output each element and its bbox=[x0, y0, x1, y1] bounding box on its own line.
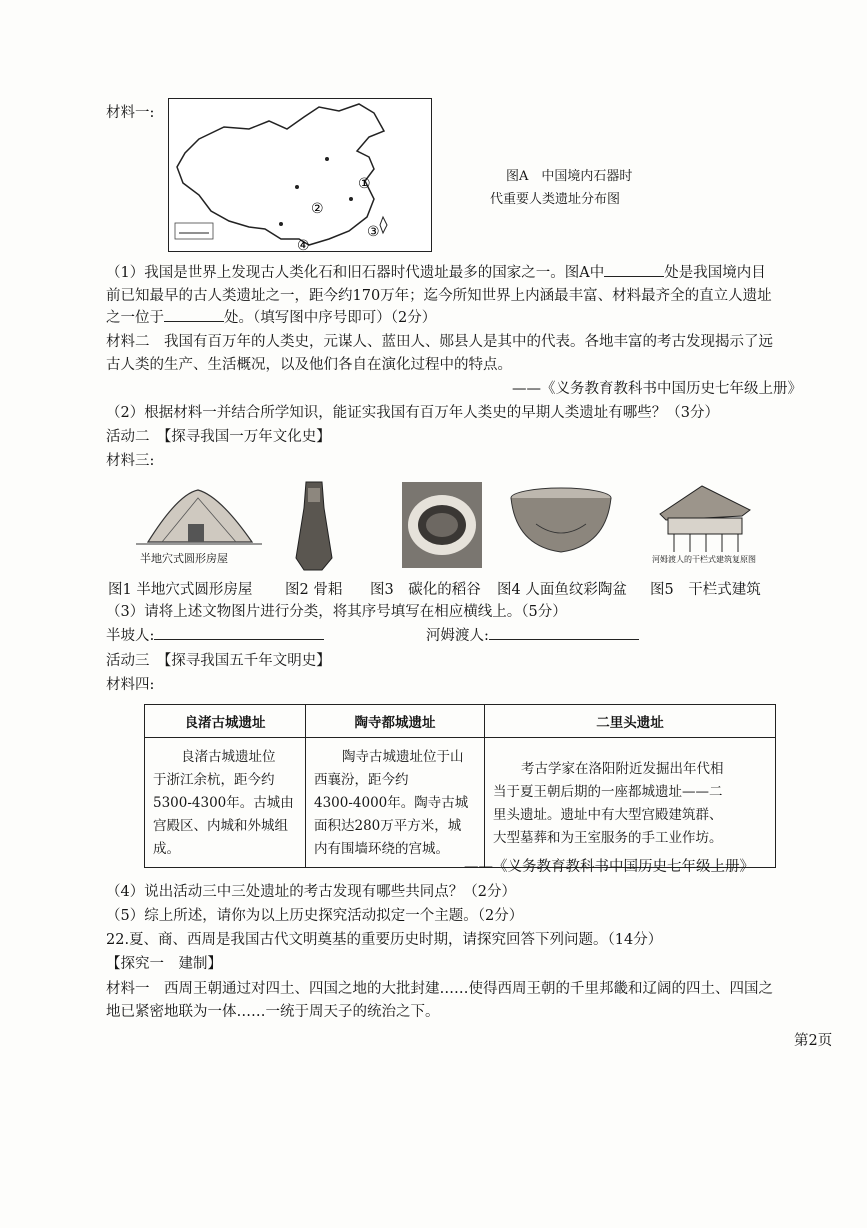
cell-liangzhu: 良渚古城遗址位 于浙江余杭，距今约 5300-4300年。古城由 宫殿区、内城和外城组 成。 bbox=[145, 738, 306, 868]
q1-text-c: 之一位于 bbox=[106, 310, 164, 326]
q5-text: （5）综上所述，请你为以上历史探究活动拟定一个主题。（2分） bbox=[106, 908, 524, 924]
hemudu-label: 河姆渡人: bbox=[426, 628, 489, 644]
marker-1: ① bbox=[358, 176, 371, 192]
fig1-inner-caption: 半地穴式圆形房屋 bbox=[140, 552, 228, 565]
q3-text: （3）请将上述文物图片进行分类，将其序号填写在相应横线上。（5分） bbox=[106, 604, 567, 620]
fig2-bone-spade-image bbox=[286, 478, 342, 574]
fig3-rice-image bbox=[402, 482, 482, 568]
banpo-label: 半坡人: bbox=[106, 628, 155, 644]
q1-blank-1[interactable] bbox=[604, 261, 664, 277]
fig3-caption: 图3 碳化的稻谷 bbox=[370, 582, 481, 598]
china-map-figure bbox=[168, 98, 432, 252]
fig5-caption: 图5 干栏式建筑 bbox=[650, 582, 761, 598]
table-row bbox=[145, 738, 776, 868]
q3-banpo-row bbox=[106, 624, 324, 645]
material-1-label: 材料一: bbox=[106, 105, 155, 121]
fig4-caption: 图4 人面鱼纹彩陶盆 bbox=[497, 582, 627, 598]
fig1-house-image bbox=[128, 484, 268, 572]
scale-bar-box bbox=[175, 223, 213, 239]
activity-3-title: 活动三 【探寻我国五千年文明史】 bbox=[106, 653, 331, 669]
sites-table bbox=[144, 704, 776, 868]
material-2-line-2: 古人类的生产、生活概况，以及他们各自在演化过程中的特点。 bbox=[106, 357, 512, 373]
fig5-stilt-house-image bbox=[652, 480, 758, 570]
material-last-line-2: 地已紧密地联为一体……一统于周天子的统治之下。 bbox=[106, 1004, 440, 1020]
activity-2-title: 活动二 【探寻我国一万年文化史】 bbox=[106, 429, 331, 445]
marker-4: ④ bbox=[297, 238, 310, 251]
q4-text: （4）说出活动三中三处遗址的考古发现有哪些共同点？（2分） bbox=[106, 884, 516, 900]
header-erlitou: 二里头遗址 bbox=[485, 705, 776, 738]
q1-line-2: 前已知最早的古人类遗址之一，距今约170万年；迄今所知世界上内涵最丰富、材料最齐全的直立人遗址 bbox=[106, 288, 772, 304]
fig4-pottery-basin-image bbox=[506, 484, 616, 558]
fig2-caption: 图2 骨耜 bbox=[285, 582, 343, 598]
header-liangzhu: 良渚古城遗址 bbox=[145, 705, 306, 738]
material-last-line-1: 材料一 西周王朝通过对四土、四国之地的大批封建……使得西周王朝的千里邦畿和辽阔的四土、四国之 bbox=[106, 981, 773, 997]
fig1-caption: 图1 半地穴式圆形房屋 bbox=[108, 582, 253, 598]
cell-taosi: 陶寺古城遗址位于山 西襄汾，距今约 4300-4000年。陶寺古城 面积达280万平方米，城 内有围墙环绕的宫城。 bbox=[306, 738, 485, 868]
cell-erlitou: 考古学家在洛阳附近发掘出年代相 当于夏王朝后期的一座都城遗址——二 里头遗址。遗址中有大型宫殿建筑群、 大型墓葬和为王室服务的手工业作坊。 bbox=[485, 738, 776, 868]
marker-3: ③ bbox=[367, 224, 380, 240]
hemudu-answer-blank[interactable] bbox=[489, 624, 639, 640]
material-2-source: ——《义务教育教科书中国历史七年级上册》 bbox=[512, 381, 802, 397]
page-number: 第2页 bbox=[794, 1033, 833, 1049]
table-source: ——《义务教育教科书中国历史七年级上册》 bbox=[464, 859, 754, 875]
q2-text: （2）根据材料一并结合所学知识，能证实我国有百万年人类史的早期人类遗址有哪些？（3分） bbox=[106, 405, 719, 421]
material-3-label: 材料三: bbox=[106, 453, 155, 469]
material-2-line-1: 材料二 我国有百万年的人类史，元谋人、蓝田人、郧县人是其中的代表。各地丰富的考古发现揭示了远 bbox=[106, 334, 773, 350]
china-map-svg bbox=[169, 99, 431, 251]
marker-2: ② bbox=[311, 201, 324, 217]
banpo-answer-blank[interactable] bbox=[154, 624, 324, 640]
q1-line-1 bbox=[106, 261, 766, 282]
q3-hemudu-row bbox=[426, 624, 639, 645]
map-caption-line-1: 图A 中国境内石器时 bbox=[506, 169, 633, 184]
header-taosi: 陶寺都城遗址 bbox=[306, 705, 485, 738]
q1-blank-2[interactable] bbox=[164, 306, 224, 322]
q1-text-b: 处是我国境内目 bbox=[664, 265, 766, 281]
table-header-row bbox=[145, 705, 776, 738]
q1-text-a: （1）我国是世界上发现古人类化石和旧石器时代遗址最多的国家之一。图A中 bbox=[106, 265, 605, 281]
fig5-inner-caption: 河姆渡人的干栏式建筑复原图 bbox=[652, 555, 756, 564]
material-4-label: 材料四: bbox=[106, 677, 155, 693]
q1-text-d: 处。（填写图中序号即可）（2分） bbox=[224, 310, 437, 326]
q1-line-3 bbox=[106, 306, 436, 327]
q22-text: 22.夏、商、西周是我国古代文明奠基的重要历史时期，请探究回答下列问题。（14分） bbox=[106, 932, 663, 948]
inquiry-1-title: 【探究一 建制】 bbox=[106, 956, 222, 972]
taiwan-outline bbox=[380, 217, 387, 233]
map-caption-line-2: 代重要人类遗址分布图 bbox=[490, 192, 621, 207]
